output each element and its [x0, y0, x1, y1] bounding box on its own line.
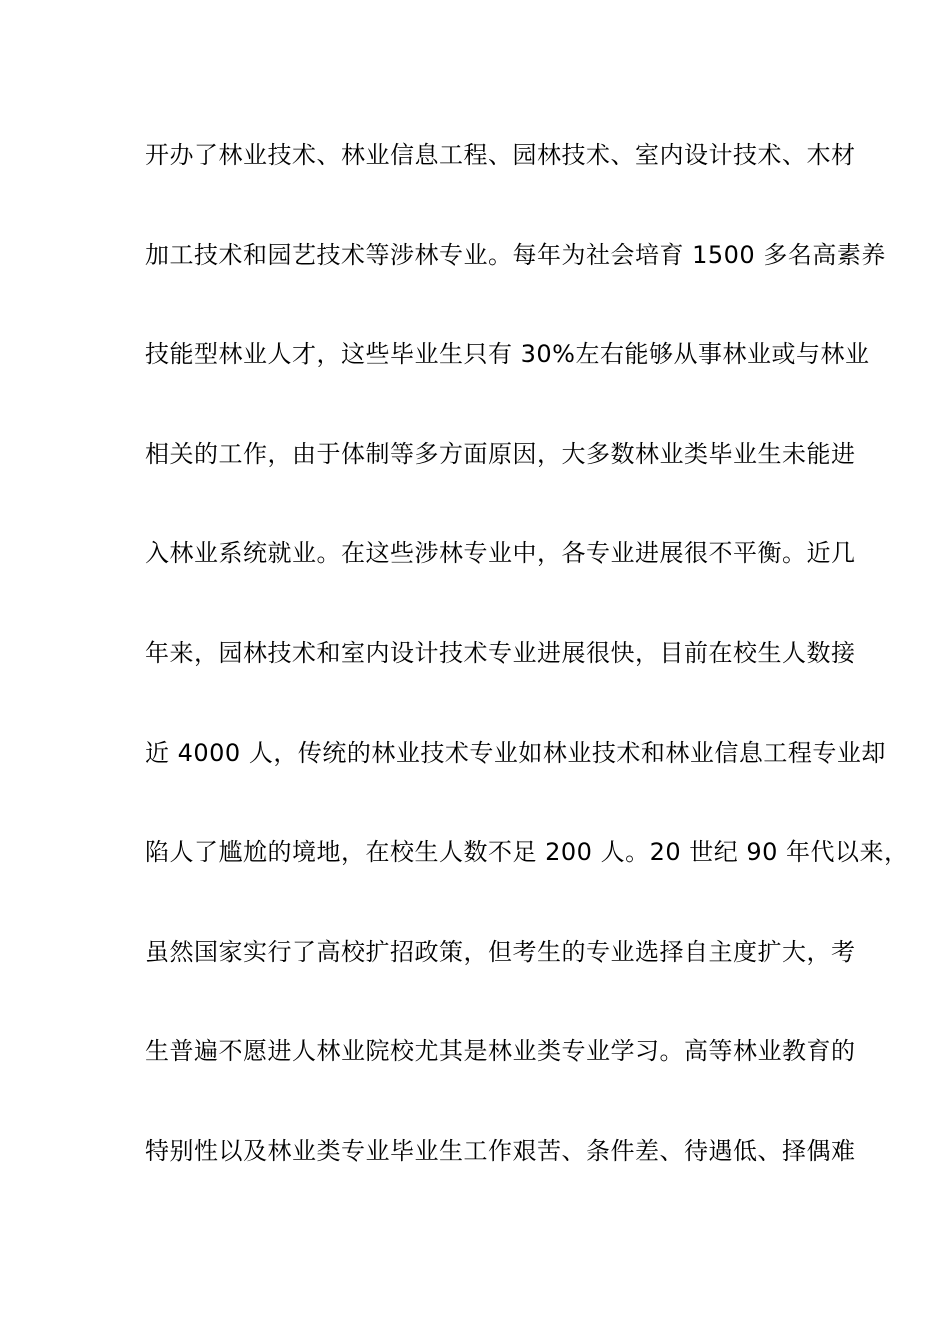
text-line: 近 4000 人，传统的林业技术专业如林业技术和林业信息工程专业却: [145, 738, 886, 767]
text-line: 相关的工作，由于体制等多方面原因，大多数林业类毕业生未能进: [145, 439, 856, 468]
text-line: 生普遍不愿进人林业院校尤其是林业类专业学习。高等林业教育的: [145, 1037, 856, 1066]
text-line: 技能型林业人才，这些毕业生只有 30%左右能够从事林业或与林业: [145, 340, 870, 369]
text-line: 开办了林业技术、林业信息工程、园林技术、室内设计技术、木材: [145, 141, 856, 169]
text-line: 陷人了尴尬的境地，在校生人数不足 200 人。20 世纪 90 年代以来，: [145, 838, 909, 867]
text-line: 特别性以及林业类专业毕业生工作艰苦、条件差、待遇低、择偶难: [145, 1136, 856, 1165]
text-line: 入林业系统就业。在这些涉林专业中，各专业进展很不平衡。近几: [145, 539, 856, 568]
text-line: 年来，园林技术和室内设计技术专业进展很快，目前在校生人数接: [145, 638, 856, 667]
body-text: [145, 131, 909, 1227]
text-line: 加工技术和园艺技术等涉林专业。每年为社会培育 1500 多名高素养: [145, 240, 886, 269]
text-line: 虽然国家实行了高校扩招政策，但考生的专业选择自主度扩大，考: [145, 937, 856, 966]
